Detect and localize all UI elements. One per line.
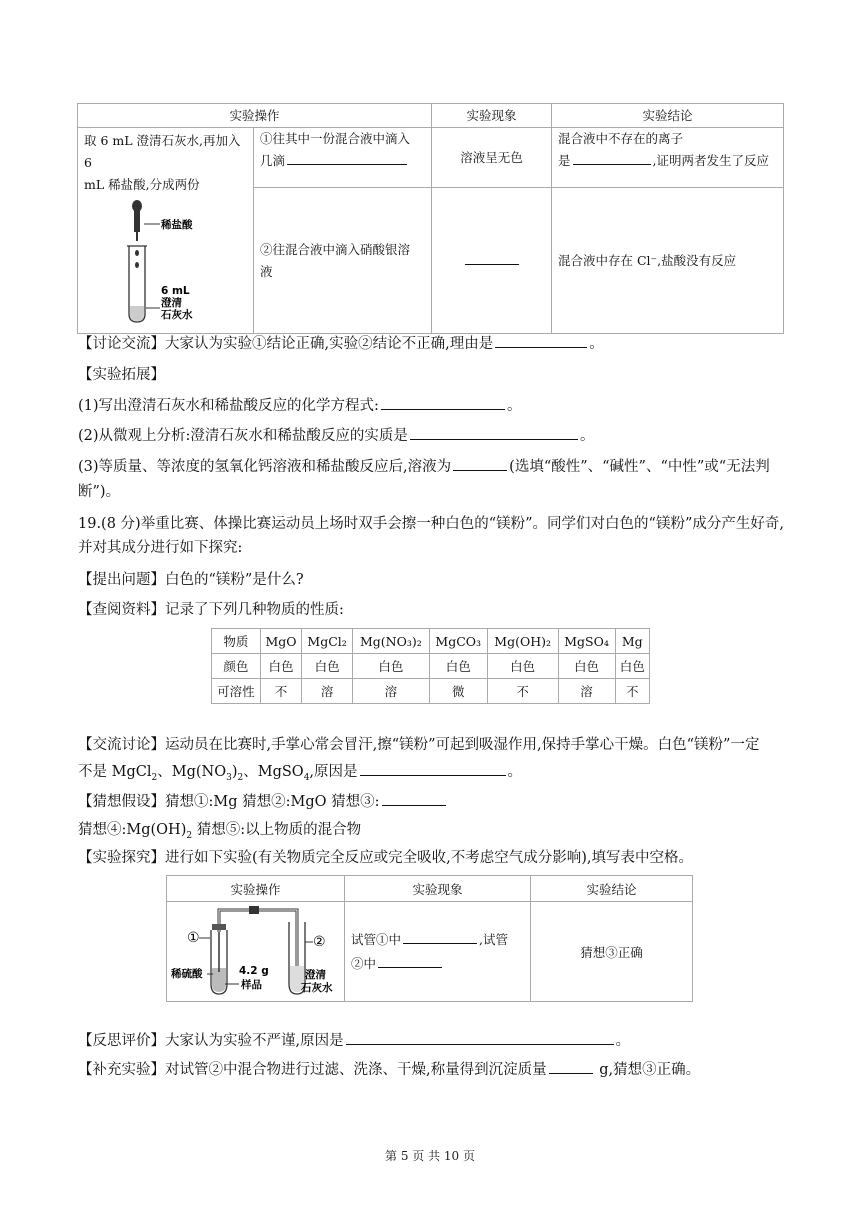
row2-op-line2: 液 [260,263,273,279]
ex-mgcl: 不是 MgCl [78,764,152,780]
row-header-cell: 物质 [212,629,261,654]
row2-op-line1: ②往混合液中滴入硝酸银溶 [260,241,411,257]
header-phenomenon: 实验现象 [432,104,552,128]
t3-header-operation: 实验操作 [167,876,345,902]
table-cell: 不 [615,679,650,704]
row2-phenomenon [432,188,552,334]
discussion-line: 【讨论交流】大家认为实验①结论正确,实验②结论不正确,理由是 。 [78,332,604,356]
table-cell: 白色 [487,654,558,679]
reflection-line: 【反思评价】大家认为实验不严谨,原因是 。 [78,1029,630,1053]
label-limewater-2: 石灰水 [301,982,333,994]
extension-heading: 【实验拓展】 [78,367,165,383]
q3-options: (选填“酸性”、“碱性”、“中性”或“无法判 [509,459,770,475]
row1-conclusion [552,128,784,188]
t3-conclusion: 猜想③正确 [531,902,693,1002]
blank-acidity[interactable] [453,456,507,471]
table-cell: Mg(OH)₂ [487,629,558,654]
row1-conc-tail: ,证明两者发生了反应 [652,153,769,168]
table-cell: 白色 [429,654,487,679]
table-cell: 溶 [353,679,430,704]
blank-ion[interactable] [573,152,651,165]
table-cell: 溶 [558,679,615,704]
table-cell: 微 [429,679,487,704]
hyp-text: 【猜想假设】猜想①:Mg 猜想②:MgO 猜想③: [78,794,380,810]
operation-text-1: 取 6 mL 澄清石灰水,再加入 6 [84,133,241,170]
apparatus-figure [167,902,339,998]
table-cell: 白色 [558,654,615,679]
table-cell: MgCl₂ [302,629,353,654]
blank-mass[interactable] [549,1059,593,1074]
blank-tube1[interactable] [403,931,477,944]
question-3 [78,455,770,479]
q3-text: (3)等质量、等浓度的氢氧化钙溶液和稀盐酸反应后,溶液为 [78,459,452,475]
label-limewater: 石灰水 [161,309,193,321]
supplement-tail: g,猜想③正确。 [594,1062,701,1078]
blank-phenomenon[interactable] [465,252,519,265]
row1-operation [254,128,432,188]
row-header-cell: 颜色 [212,654,261,679]
consult-materials: 【查阅资料】记录了下列几种物质的性质: [78,602,344,618]
ex-mgso4: 、MgSO [243,764,304,780]
blank-essence[interactable] [410,425,578,440]
t3-header-phenomenon: 实验现象 [345,876,531,902]
reflect-text: 【反思评价】大家认为实验不严谨,原因是 [78,1033,344,1049]
q1-text: (1)写出澄清石灰水和稀盐酸反应的化学方程式: [78,398,379,414]
table-row [212,679,650,704]
table-row [212,629,650,654]
t3-header-conclusion: 实验结论 [531,876,693,902]
row1-conc-is: 是 [558,153,571,168]
experiment-table-2 [166,875,693,1002]
label-volume: 6 mL [161,285,190,297]
table-cell: Mg(NO₃)₂ [353,629,430,654]
exchange-line-1: 【交流讨论】运动员在比赛时,手掌心常会冒汗,擦“镁粉”可起到吸湿作用,保持手掌心干燥。白色“镁粉”一定 [78,737,760,753]
question-1: (1)写出澄清石灰水和稀盐酸反应的化学方程式: 。 [78,394,521,418]
table-cell: 白色 [353,654,430,679]
blank-reason[interactable] [495,333,587,348]
label-clear: 澄清 [161,297,182,309]
row-header-cell: 可溶性 [212,679,261,704]
properties-table-body [212,629,650,704]
blank-reflection[interactable] [346,1030,614,1045]
blank-tube2[interactable] [378,955,442,968]
operation-cell [78,128,254,334]
table-cell: MgSO₄ [558,629,615,654]
t3-apparatus-cell [167,902,345,1002]
table-row [212,654,650,679]
question-19: 19.(8 分)举重比赛、体操比赛运动员上场时双手会擦一种白色的“镁粉”。同学们对白色的“镁粉”成分产生好奇,并对其成分进行如下探究: [78,516,784,556]
t3-phenomenon-cell [345,902,531,1002]
table-cell: MgO [260,629,301,654]
ex-paren: ) [231,764,238,780]
explore-line: 【实验探究】进行如下实验(有关物质完全反应或完全吸收,不考虑空气成分影响),填写表中空格。 [78,850,694,866]
exchange-line-2: 不是 MgCl$_2$、$Mg(NO_3)_2$、MgSO$_4$,原因是 。 [78,760,522,790]
hyp4: 猜想④:Mg(OH) [78,822,187,838]
blank-hypothesis-3[interactable] [382,791,446,806]
table-cell: 不 [260,679,301,704]
row1-phenomenon: 溶液呈无色 [432,128,552,188]
table-cell: 白色 [260,654,301,679]
discussion-text: 【讨论交流】大家认为实验①结论正确,实验②结论不正确,理由是 [78,336,494,352]
label-clear-2: 澄清 [305,969,326,981]
ex-reason: ,原因是 [309,764,358,780]
t3-phen-3: ②中 [351,955,377,971]
t3-phen-1: 试管①中 [351,931,402,947]
tube1-label: ① [187,930,200,946]
table-cell: 白色 [615,654,650,679]
hyp5: 猜想⑤:以上物质的混合物 [192,822,362,838]
label-sulfuric-acid: 稀硫酸 [171,968,203,980]
hypothesis-line-2: 猜想$④:Mg(OH)_2$ 猜想⑤:以上物质的混合物 [78,822,362,841]
label-dilute-hcl: 稀盐酸 [161,219,193,231]
page-footer: 第 5 页 共 10 页 [385,1149,475,1163]
row1-op-line2: 几滴 [260,153,286,168]
table-cell: MgCO₃ [429,629,487,654]
blank-indicator[interactable] [287,152,407,165]
ex-mgno3: 、Mg(NO [157,764,227,780]
propose-question: 【提出问题】白色的“镁粉”是什么? [78,572,304,588]
question-3-cont: 断”)。 [78,484,121,500]
dropper-testtube-figure [84,196,244,326]
row1-op-line1: ①往其中一份混合液中滴入 [260,131,411,146]
table-cell: 白色 [302,654,353,679]
row2-conclusion: 混合液中存在 Cl⁻,盐酸没有反应 [552,188,784,334]
header-operation: 实验操作 [78,104,432,128]
blank-exchange-reason[interactable] [360,761,506,776]
supplement-text: 【补充实验】对试管②中混合物进行过滤、洗涤、干燥,称量得到沉淀质量 [78,1062,547,1078]
blank-equation[interactable] [381,395,505,410]
label-sample-mass: 4.2 g [239,965,269,977]
t3-phen-2: ,试管 [479,931,508,947]
question-2: (2)从微观上分析:澄清石灰水和稀盐酸反应的实质是 。 [78,424,594,448]
q2-text: (2)从微观上分析:澄清石灰水和稀盐酸反应的实质是 [78,428,408,444]
hypothesis-line-1 [78,790,448,814]
supplement-line [78,1058,700,1082]
experiment-table-1 [77,103,784,334]
operation-text-2: mL 稀盐酸,分成两份 [84,177,200,192]
properties-table [211,628,650,704]
row2-operation [254,188,432,334]
label-sample: 样品 [241,979,262,991]
table-cell: Mg [615,629,650,654]
table-cell: 溶 [302,679,353,704]
row1-conc-line1: 混合液中不存在的离子 [558,131,684,146]
tube2-label: ② [313,934,326,950]
header-conclusion: 实验结论 [552,104,784,128]
table-cell: 不 [487,679,558,704]
